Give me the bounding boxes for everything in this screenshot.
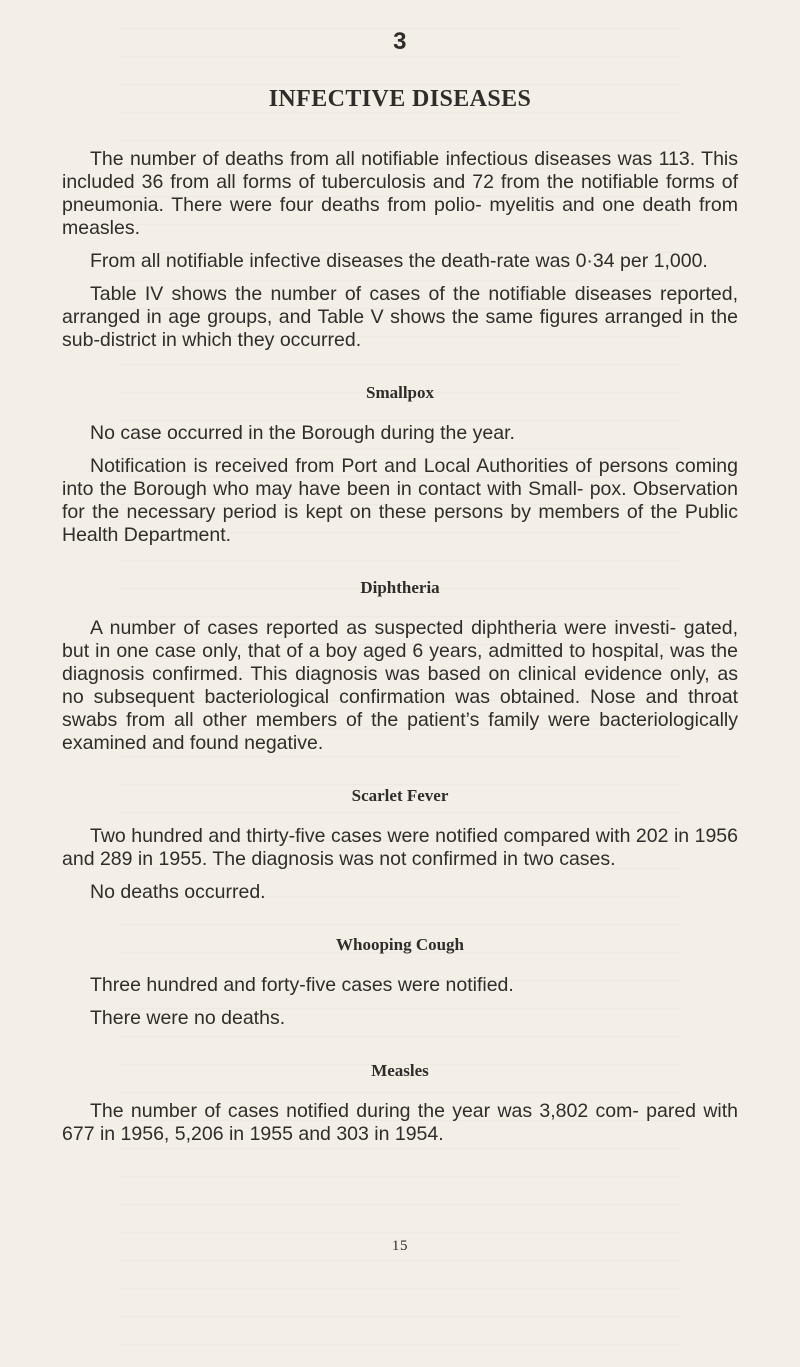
measles-paragraph-1: The number of cases notified during the year was 3,802 com- pared with 677 in 1956, 5,206 in 1955 and 303 in 1954. bbox=[62, 1100, 738, 1145]
intro-paragraph-1: The number of deaths from all notifiable infectious diseases was 113. This included 36 from all forms of tuberculosis and 72 from the notifiable forms of pneumonia. There were four deaths from polio- myelitis and one death from measles. bbox=[62, 148, 738, 239]
section-heading-measles: Measles bbox=[371, 1061, 429, 1080]
whooping-cough-paragraph-1: Three hundred and forty-five cases were notified. bbox=[90, 974, 514, 996]
article-body bbox=[62, 148, 738, 1156]
intro-paragraph-2: From all notifiable infective diseases the death-rate was 0·34 per 1,000. bbox=[90, 250, 708, 272]
page-title: INFECTIVE DISEASES bbox=[268, 86, 532, 112]
section-heading-whooping-cough: Whooping Cough bbox=[335, 935, 465, 954]
section-heading-diphtheria: Diphtheria bbox=[360, 578, 440, 597]
diphtheria-paragraph-1: A number of cases reported as suspected diphtheria were investi- gated, but in one case only, that of a boy aged 6 years, admitted to hospital, was the diagnosis confirmed. This diagnosis was based on clinical evidence only, as no subsequent bacteriological confirmation was obtained. Nose and throat swabs from all other members of the patient’s family were bacteriologically examined and found negative. bbox=[62, 617, 738, 754]
intro-paragraph-3: Table IV shows the number of cases of the notifiable diseases reported, arranged in age groups, and Table V shows the same figures arranged in the sub-district in which they occurred. bbox=[62, 283, 738, 351]
whooping-cough-paragraph-2: There were no deaths. bbox=[90, 1007, 286, 1029]
smallpox-paragraph-2: Notification is received from Port and Local Authorities of persons coming into the Borough who may have been in contact with Small- pox. Observation for the necessary period is kept on these persons by members of the Public Health Department. bbox=[62, 455, 738, 546]
section-heading-scarlet-fever: Scarlet Fever bbox=[351, 786, 449, 805]
page-number-bottom: 15 bbox=[391, 1238, 409, 1254]
scarlet-fever-paragraph-1: Two hundred and thirty-five cases were notified compared with 202 in 1956 and 289 in 1955. The diagnosis was not confirmed in two cases. bbox=[62, 825, 738, 870]
scarlet-fever-paragraph-2: No deaths occurred. bbox=[90, 881, 266, 903]
smallpox-paragraph-1: No case occurred in the Borough during the year. bbox=[90, 422, 515, 444]
page-number-top: 3 bbox=[393, 28, 407, 55]
section-heading-smallpox: Smallpox bbox=[365, 383, 435, 402]
